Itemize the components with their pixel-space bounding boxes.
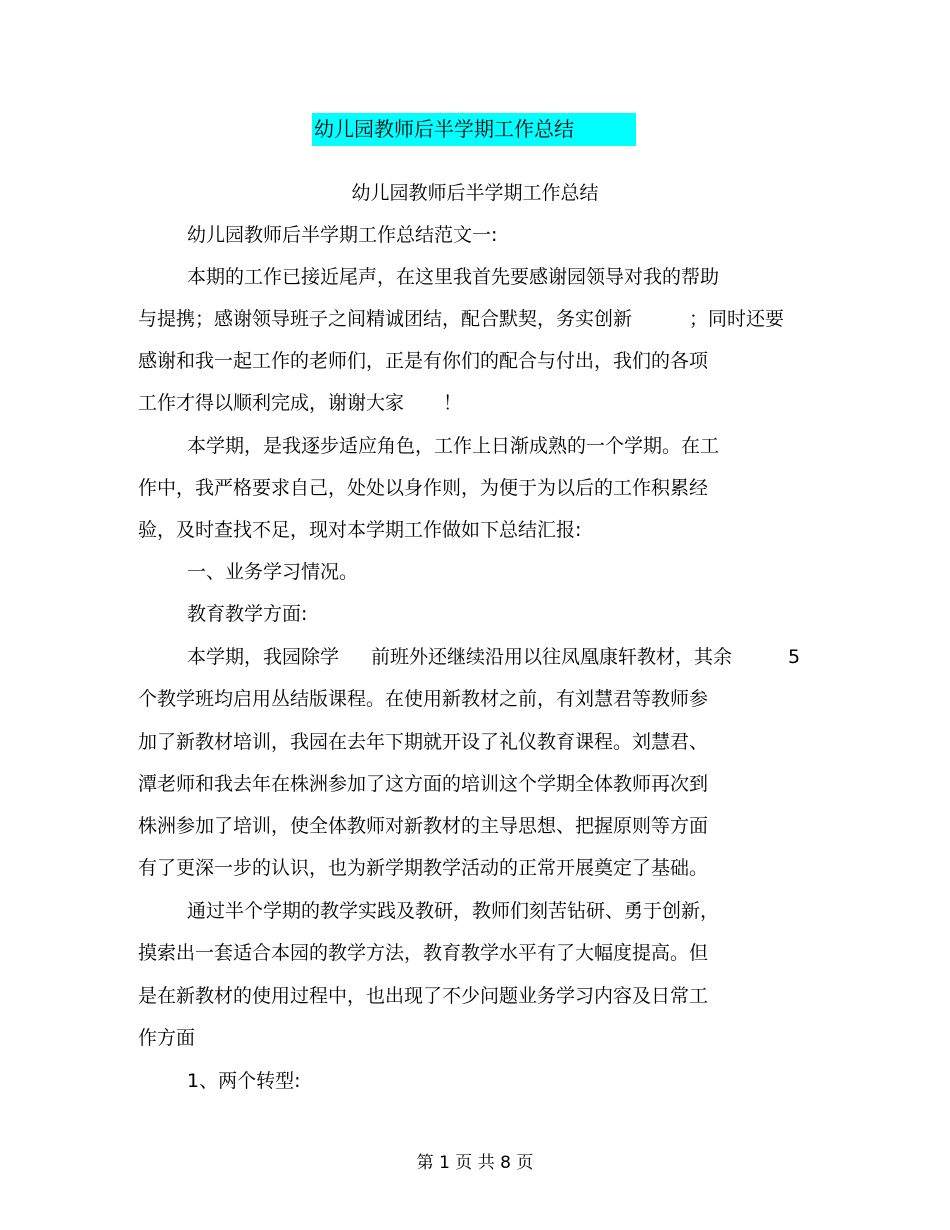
section-heading: 一、业务学习情况。 (187, 561, 359, 583)
section-heading: 幼儿园教师后半学期工作总结范文一: (187, 224, 498, 246)
paragraph-line: 个教学班均启用丛结版课程。在使用新教材之前，有刘慧君等教师参 (138, 688, 709, 710)
list-heading: 1、两个转型: (187, 1070, 301, 1092)
paragraph-line: 与提携；感谢领导班子之间精诚团结，配合默契，务实创新 (138, 308, 633, 330)
paragraph-line: 株洲参加了培训，使全体教师对新教材的主导思想、把握原则等方面 (138, 815, 709, 837)
paragraph-line: 验，及时查找不足，现对本学期工作做如下总结汇报: (138, 519, 582, 541)
paragraph-line: 本学期，是我逐步适应角色，工作上日渐成熟的一个学期。在工 (187, 435, 720, 457)
paragraph-line: 通过半个学期的教学实践及教研，教师们刻苦钻研、勇于创新， (187, 900, 720, 922)
paragraph-line-fragment: 前班外还继续沿用以往凤凰康轩教材，其余 (371, 646, 733, 668)
document-subtitle: 幼儿园教师后半学期工作总结 (351, 182, 599, 204)
paragraph-line: 作方面 (138, 1027, 196, 1049)
subsection-heading: 教育教学方面: (187, 603, 308, 625)
paragraph-line: 作中，我严格要求自己，处处以身作则，为便于为以后的工作积累经 (138, 477, 709, 499)
paragraph-line: 是在新教材的使用过程中，也出现了不少问题业务学习内容及日常工 (138, 985, 709, 1007)
paragraph-line: 感谢和我一起工作的老师们，正是有你们的配合与付出，我们的各项 (138, 350, 709, 372)
paragraph-line-fragment: 5 (788, 646, 801, 668)
paragraph-line: 本学期，我园除学 (187, 646, 340, 668)
paragraph-line: 加了新教材培训，我园在去年下期就开设了礼仪教育课程。刘慧君、 (138, 731, 709, 753)
paragraph-line-fragment: ；同时还要 (689, 308, 785, 330)
document-header-title: 幼儿园教师后半学期工作总结 (312, 113, 636, 146)
paragraph-line: 摸索出一套适合本园的教学方法，教育教学水平有了大幅度提高。但 (138, 942, 709, 964)
page-number-footer: 第 1 页 共 8 页 (416, 1153, 534, 1173)
paragraph-line: 有了更深一步的认识，也为新学期教学活动的正常开展奠定了基础。 (138, 857, 709, 879)
paragraph-line-fragment: ！ (443, 392, 463, 414)
paragraph-line: 潭老师和我去年在株洲参加了这方面的培训这个学期全体教师再次到 (138, 773, 709, 795)
paragraph-line: 工作才得以顺利完成，谢谢大家 (138, 392, 405, 414)
paragraph-line: 本期的工作已接近尾声，在这里我首先要感谢园领导对我的帮助 (187, 266, 720, 288)
